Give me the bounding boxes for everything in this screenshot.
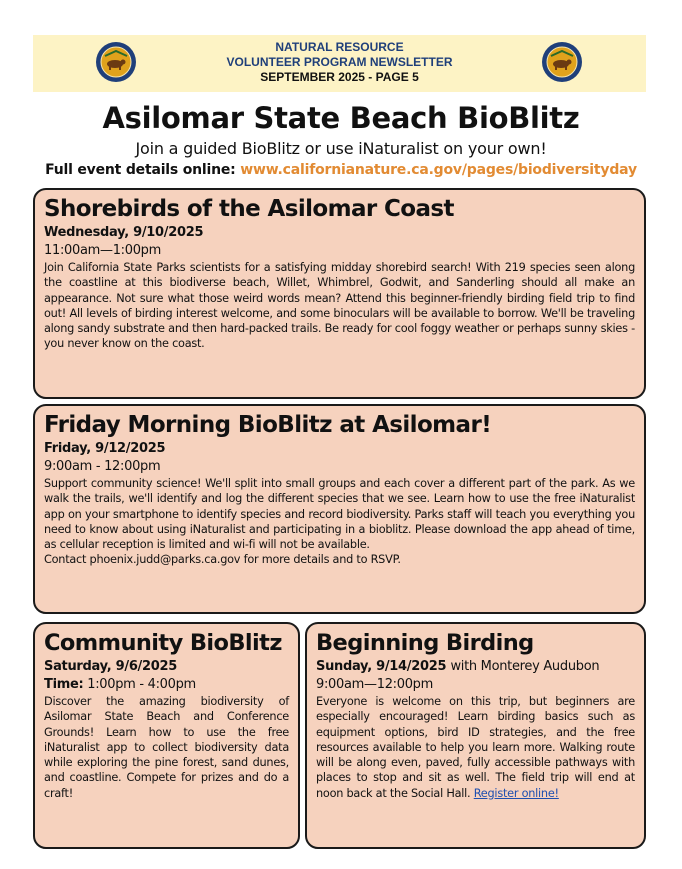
event-date: Wednesday, 9/10/2025 — [44, 225, 204, 240]
event-description: Join California State Parks scientists for a satisfying midday shorebird search! With 219 species seen along the coastline at this biodiverse beach, Willet, Whimbrel, Godwit, and Sanderling should all make an appearance. Not sure what those weird words mean? Attend this beginner-friendly birding field trip to find out! All levels of birding interest welcome, and some binoculars will be available to borrow. We'll be traveling along sandy substrate and then hard-packed trails. Be ready for cool foggy weather or perhaps sunny skies - you never know on the coast. — [44, 261, 635, 351]
time-value: 1:00pm - 4:00pm — [87, 677, 196, 692]
page-subtitle: Join a guided BioBlitz or use iNaturalist on your own! — [135, 139, 547, 158]
event-card-shorebirds — [33, 188, 646, 399]
details-label: Full event details online: — [45, 162, 236, 178]
event-card-community-bioblitz — [33, 622, 300, 849]
event-title: Beginning Birding — [316, 630, 534, 656]
event-title: Community BioBlitz — [44, 630, 282, 656]
header-text — [33, 40, 646, 85]
details-url-link[interactable]: www.californianature.ca.gov/pages/biodiversityday — [240, 162, 637, 178]
event-time: 9:00am - 12:00pm — [44, 459, 161, 474]
event-card-friday-bioblitz — [33, 404, 646, 614]
issue-label: SEPTEMBER 2025 - PAGE 5 — [260, 70, 419, 84]
date-value: Sunday, 9/14/2025 — [316, 659, 447, 674]
newsletter-header — [33, 35, 646, 92]
event-description: Support community science! We'll split into small groups and each cover a different part of the park. As we walk the trails, we'll identify and log the different species that we see. Learn how to use the free iNaturalist app on your smartphone to identify species and record biodiversity. Parks staff will teach you everything you need to know about using iNaturalist and participating in a bioblitz. Please download the app ahead of time, as cellular reception is limited and wi-fi will not be available. — [44, 477, 635, 552]
description-text: Everyone is welcome on this trip, but beginners are especially encouraged! Learn birding basics such as equipment options, bird ID strategies, and the free resources available to help you learn more. Walking route will be along even, paved, fully accessible pathways with places to stop and sit as well. The field trip will end at noon back at the Social Hall. — [316, 695, 635, 800]
event-description: Discover the amazing biodiversity of Asilomar State Beach and Conference Grounds! Learn how to use the free iNaturalist app to collect biodiversity data while exploring the pine forest, sand dunes, and coastline. Compete for prizes and do a craft! — [44, 695, 289, 800]
event-date: Friday, 9/12/2025 — [44, 441, 166, 456]
org-name-line1: NATURAL RESOURCE — [275, 40, 404, 54]
time-label: Time: — [44, 677, 84, 692]
event-time: 9:00am—12:00pm — [316, 677, 434, 692]
event-date — [316, 658, 635, 676]
page-title: Asilomar State Beach BioBlitz — [102, 101, 580, 135]
event-details-line — [0, 160, 682, 180]
org-name-line2: VOLUNTEER PROGRAM NEWSLETTER — [226, 55, 453, 69]
event-contact: Contact phoenix.judd@parks.ca.gov for more details and to RSVP. — [44, 553, 401, 567]
event-time — [44, 676, 289, 694]
date-extra: with Monterey Audubon — [450, 659, 600, 674]
register-online-link[interactable]: Register online! — [473, 786, 559, 800]
event-title: Shorebirds of the Asilomar Coast — [44, 196, 454, 222]
event-date: Saturday, 9/6/2025 — [44, 659, 177, 674]
event-description — [316, 694, 635, 801]
event-time: 11:00am—1:00pm — [44, 243, 162, 258]
event-card-beginning-birding — [305, 622, 646, 849]
event-title: Friday Morning BioBlitz at Asilomar! — [44, 412, 492, 438]
